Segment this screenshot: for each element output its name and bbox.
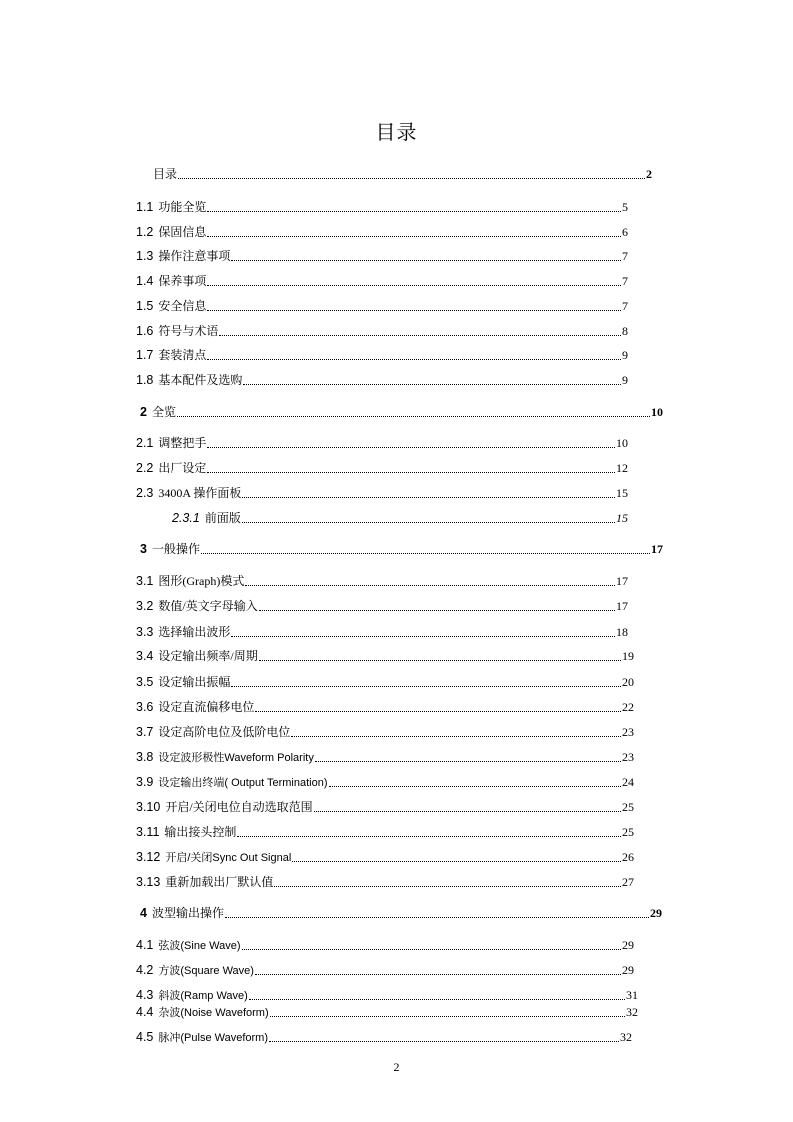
toc-leader [207,210,621,212]
toc-entry-label: 出厂设定 [158,461,207,475]
page-number: 2 [393,1060,400,1074]
toc-leader [255,710,621,712]
toc-entry-page: 7 [622,274,628,288]
toc-entry-label: 选择输出波形 [158,625,231,639]
toc-entry-3-11[interactable] [136,824,634,840]
toc-entry-1-8[interactable] [136,372,628,388]
toc-leader [178,177,645,179]
toc-leader [259,659,621,661]
toc-entry-label: 3400A 操作面板 [158,486,242,500]
toc-entry-num: 4.3 [136,988,154,1002]
toc-entry-page: 20 [622,675,634,689]
toc-entry-num: 4.2 [136,963,154,977]
toc-entry-3-8[interactable] [136,749,634,765]
toc-entry-label: 开启/关闭电位自动选取范围 [165,800,313,814]
toc-leader [259,609,615,611]
toc-entry-num: 3.10 [136,800,161,814]
toc-entry-num: 3.3 [136,625,154,639]
toc-entry-label: 开启/关闭Sync Out Signal [165,852,292,864]
toc-entry-2-2[interactable] [136,460,628,476]
toc-entry-num: 2.3.1 [172,511,200,525]
toc-entry-label: 脉冲(Pulse Waveform) [158,1032,268,1044]
toc-entry-page: 17 [616,574,628,588]
toc-entry-num: 1.8 [136,373,154,387]
toc-leader [207,471,615,473]
toc-leader [242,496,615,498]
toc-entry-3-4[interactable] [136,648,634,664]
toc-leader [255,973,621,975]
toc-entry-label: 图形(Graph)模式 [158,574,245,588]
toc-entry-page: 24 [622,775,634,789]
toc-entry-3-7[interactable] [136,724,634,740]
toc-entry-label: 保固信息 [158,225,207,239]
toc-leader [291,735,621,737]
toc-entry-label: 安全信息 [158,299,207,313]
toc-leader [329,785,621,787]
toc-leader [292,860,621,862]
toc-entry-num: 1.5 [136,299,154,313]
toc-entry-num: 1.1 [136,200,154,214]
toc-entry-label: 前面版 [204,511,241,525]
toc-entry-4-5[interactable] [136,1029,632,1045]
toc-chapter-2[interactable] [140,404,663,420]
toc-entry-page: 17 [616,599,628,613]
toc-leader [274,885,621,887]
toc-entry-num: 3.8 [136,750,154,764]
toc-entry-4-3[interactable] [136,987,638,1003]
toc-entry-page: 18 [616,625,628,639]
toc-leader [245,584,615,586]
toc-entry-page: 19 [622,649,634,663]
toc-entry-label: 功能全览 [158,200,207,214]
toc-entry-page: 26 [622,850,634,864]
toc-entry-page: 9 [622,348,628,362]
toc-entry-page: 5 [622,200,628,214]
toc-leader [231,259,621,261]
toc-leader [231,685,621,687]
page-title: 目录 [375,122,418,144]
toc-entry-2-1[interactable] [136,435,628,451]
toc-entry-num: 3.2 [136,599,154,613]
toc-entry-page: 29 [622,938,634,952]
toc-leader [207,309,621,311]
toc-entry-label: 设定直流偏移电位 [158,700,255,714]
toc-entry-page: 29 [650,906,662,920]
toc-entry-4-4[interactable] [136,1004,638,1020]
toc-leader [225,916,649,918]
toc-entry-page: 23 [622,750,634,764]
toc-entry-page: 9 [622,373,628,387]
toc-entry-num: 4.4 [136,1005,154,1019]
toc-entry-page: 32 [620,1030,632,1044]
toc-entry-3-3[interactable] [136,624,628,640]
toc-entry-num: 3.1 [136,574,154,588]
toc-leader [242,948,622,950]
toc-entry-label: 输出接头控制 [164,825,237,839]
toc-entry-page: 8 [622,324,628,338]
toc-entry-label: 套装清点 [158,348,207,362]
toc-entry-num: 1.6 [136,324,154,338]
toc-entry-num: 3.6 [136,700,154,714]
toc-entry-4-1[interactable] [136,937,634,953]
toc-entry-label: 弦波(Sine Wave) [158,940,241,952]
toc-leader [231,635,615,637]
toc-entry-3-6[interactable] [136,699,634,715]
toc-entry-page: 31 [626,988,638,1002]
toc-leader [207,284,621,286]
toc-entry-page: 25 [622,800,634,814]
toc-entry-label: 保养事项 [158,274,207,288]
toc-entry-page: 25 [622,825,634,839]
toc-entry-num: 4.5 [136,1030,154,1044]
toc-entry-label: 符号与术语 [158,324,219,338]
toc-entry-num: 3 [140,542,147,556]
toc-entry-page: 10 [616,436,628,450]
toc-entry-num: 3.13 [136,875,161,889]
toc-entry-label: 调整把手 [158,436,207,450]
toc-entry-3-9[interactable] [136,774,634,790]
toc-chapter-3[interactable] [140,541,663,557]
toc-entry-num: 4 [140,906,147,920]
toc-entry-page: 7 [622,299,628,313]
toc-entry-label: 设定输出终端( Output Termination) [158,777,328,789]
toc-entry-label: 目录 [153,167,178,181]
toc-entry-label: 波型输出操作 [151,906,224,920]
toc-entry-page: 27 [622,875,634,889]
toc-entry-num: 2 [140,405,147,419]
toc-leader [270,1015,625,1017]
toc-leader [207,358,621,360]
toc-chapter-4[interactable] [140,905,662,921]
toc-entry-page: 32 [626,1005,638,1019]
toc-entry-1-6[interactable] [136,323,628,339]
toc-entry-page: 6 [622,225,628,239]
toc-entry-label: 设定输出振幅 [158,675,231,689]
toc-entry-2-3[interactable] [136,485,628,501]
toc-entry-label: 数值/英文字母输入 [158,599,258,613]
toc-entry-num: 1.4 [136,274,154,288]
toc-leader [219,334,621,336]
toc-entry-label: 设定输出频率/周期 [158,649,258,663]
toc-entry-label: 杂波(Noise Waveform) [158,1007,269,1019]
toc-leader [242,521,615,523]
toc-leader [315,760,621,762]
toc-entry-1-3[interactable] [136,248,628,264]
toc-entry-num: 1.2 [136,225,154,239]
toc-entry-num: 4.1 [136,938,154,952]
toc-entry-num: 1.3 [136,249,154,263]
toc-entry-page: 29 [622,963,634,977]
toc-leader [207,235,621,237]
toc-entry-page: 15 [616,511,628,525]
toc-entry-label: 一般操作 [151,542,200,556]
toc-entry-1-1[interactable] [136,199,628,215]
toc-entry-4-2[interactable] [136,962,634,978]
toc-leader [314,810,621,812]
toc-entry-label: 斜波(Ramp Wave) [158,990,248,1002]
toc-entry-num: 3.4 [136,649,154,663]
toc-entry-label: 设定波形极性Waveform Polarity [158,752,314,764]
toc-entry-label: 重新加载出厂默认值 [165,875,274,889]
toc-entry-num: 2.1 [136,436,154,450]
toc-leader [207,446,615,448]
toc-entry-label: 设定高阶电位及低阶电位 [158,725,291,739]
toc-entry-3-12[interactable] [136,849,634,865]
toc-entry-label: 基本配件及选购 [158,373,243,387]
toc-entry-num: 2.3 [136,486,154,500]
toc-entry-page: 22 [622,700,634,714]
toc-entry-label: 方波(Square Wave) [158,965,254,977]
toc-entry-1-5[interactable] [136,298,628,314]
toc-leader [249,998,625,1000]
toc-entry-3-10[interactable] [136,799,634,815]
toc-entry-page: 7 [622,249,628,263]
toc-leader [243,383,621,385]
toc-entry-3-13[interactable] [136,874,634,890]
toc-entry-page: 2 [646,167,652,181]
toc-leader [177,415,650,417]
toc-entry-page: 15 [616,486,628,500]
toc-leader [269,1040,619,1042]
toc-entry-2-3-1[interactable] [172,510,628,526]
toc-entry-num: 1.7 [136,348,154,362]
toc-entry-page: 10 [651,405,663,419]
toc-entry-num: 3.9 [136,775,154,789]
toc-leader [201,552,650,554]
toc-entry-3-5[interactable] [136,674,634,690]
toc-entry-page: 23 [622,725,634,739]
toc-entry-3-1[interactable] [136,573,628,589]
toc-entry-label: 操作注意事项 [158,249,231,263]
toc-entry-contents[interactable] [153,166,652,182]
toc-entry-num: 3.7 [136,725,154,739]
toc-entry-num: 2.2 [136,461,154,475]
toc-entry-num: 3.12 [136,850,161,864]
toc-entry-1-4[interactable] [136,273,628,289]
toc-entry-num: 3.5 [136,675,154,689]
toc-leader [237,835,621,837]
toc-entry-1-7[interactable] [136,347,628,363]
toc-entry-label: 全览 [151,405,176,419]
toc-entry-page: 12 [616,461,628,475]
toc-entry-3-2[interactable] [136,598,628,614]
toc-entry-num: 3.11 [136,825,160,839]
toc-entry-page: 17 [651,542,663,556]
toc-entry-1-2[interactable] [136,224,628,240]
